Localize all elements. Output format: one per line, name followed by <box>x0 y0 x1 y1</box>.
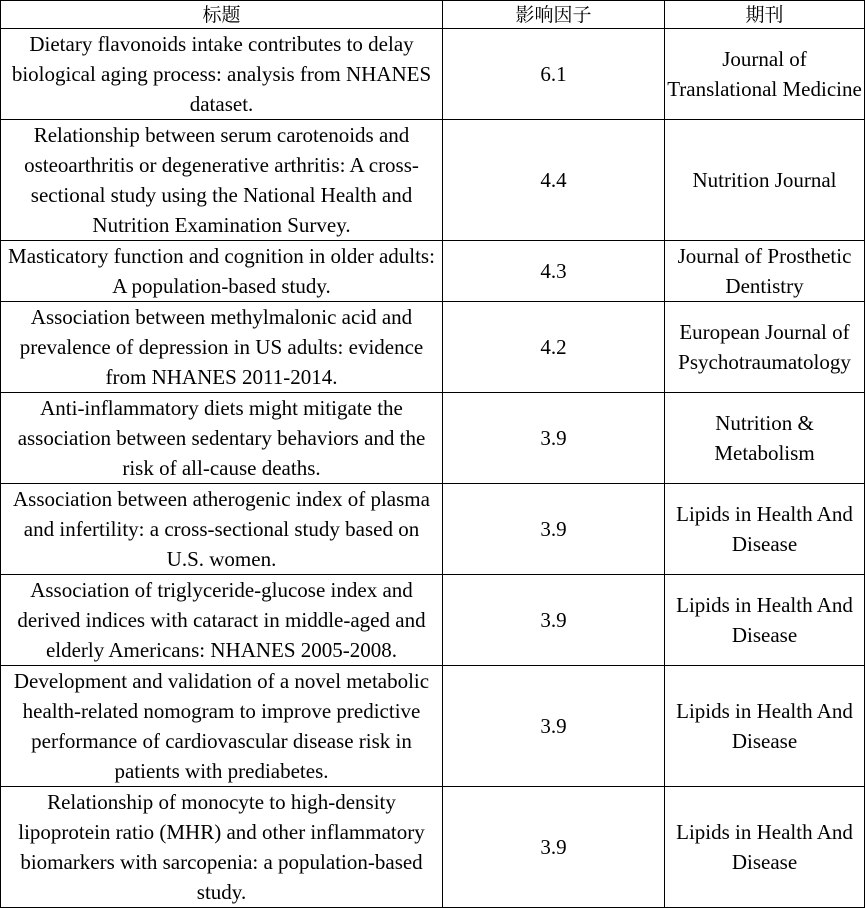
cell-title: Dietary flavonoids intake contributes to delay biological aging process: analysis from NHANES dataset. <box>1 29 443 120</box>
table-row <box>1 666 865 787</box>
header-impact-factor: 影响因子 <box>443 1 665 29</box>
table-row <box>1 302 865 393</box>
cell-journal: Nutrition Journal <box>665 120 865 241</box>
cell-impact-factor: 3.9 <box>443 575 665 666</box>
cell-journal: Journal of Translational Medicine <box>665 29 865 120</box>
cell-impact-factor: 4.3 <box>443 241 665 302</box>
cell-journal: Lipids in Health And Disease <box>665 575 865 666</box>
cell-impact-factor: 3.9 <box>443 484 665 575</box>
table-row <box>1 787 865 908</box>
cell-impact-factor: 3.9 <box>443 393 665 484</box>
table-row <box>1 393 865 484</box>
header-title: 标题 <box>1 1 443 29</box>
table-row <box>1 484 865 575</box>
table-row <box>1 241 865 302</box>
table-row <box>1 29 865 120</box>
cell-title: Relationship between serum carotenoids and osteoarthritis or degenerative arthritis: A cross-sectional study using the National Health and Nutrition Examination Survey. <box>1 120 443 241</box>
cell-title: Masticatory function and cognition in older adults: A population-based study. <box>1 241 443 302</box>
cell-journal: Lipids in Health And Disease <box>665 666 865 787</box>
cell-journal: Lipids in Health And Disease <box>665 787 865 908</box>
cell-title: Relationship of monocyte to high-density lipoprotein ratio (MHR) and other inflammatory biomarkers with sarcopenia: a population-based study. <box>1 787 443 908</box>
cell-impact-factor: 3.9 <box>443 787 665 908</box>
cell-journal: Lipids in Health And Disease <box>665 484 865 575</box>
cell-journal: Journal of Prosthetic Dentistry <box>665 241 865 302</box>
cell-impact-factor: 3.9 <box>443 666 665 787</box>
cell-title: Association between methylmalonic acid and prevalence of depression in US adults: evidence from NHANES 2011-2014. <box>1 302 443 393</box>
cell-title: Association between atherogenic index of plasma and infertility: a cross-sectional study based on U.S. women. <box>1 484 443 575</box>
table-row <box>1 575 865 666</box>
cell-title: Association of triglyceride-glucose index and derived indices with cataract in middle-aged and elderly Americans: NHANES 2005-2008. <box>1 575 443 666</box>
cell-impact-factor: 6.1 <box>443 29 665 120</box>
table-row <box>1 120 865 241</box>
cell-journal: Nutrition & Metabolism <box>665 393 865 484</box>
cell-journal: European Journal of Psychotraumatology <box>665 302 865 393</box>
cell-title: Anti-inflammatory diets might mitigate the association between sedentary behaviors and the risk of all-cause deaths. <box>1 393 443 484</box>
header-row <box>1 1 865 29</box>
cell-impact-factor: 4.2 <box>443 302 665 393</box>
header-journal: 期刊 <box>665 1 865 29</box>
cell-title: Development and validation of a novel metabolic health-related nomogram to improve predictive performance of cardiovascular disease risk in patients with prediabetes. <box>1 666 443 787</box>
cell-impact-factor: 4.4 <box>443 120 665 241</box>
